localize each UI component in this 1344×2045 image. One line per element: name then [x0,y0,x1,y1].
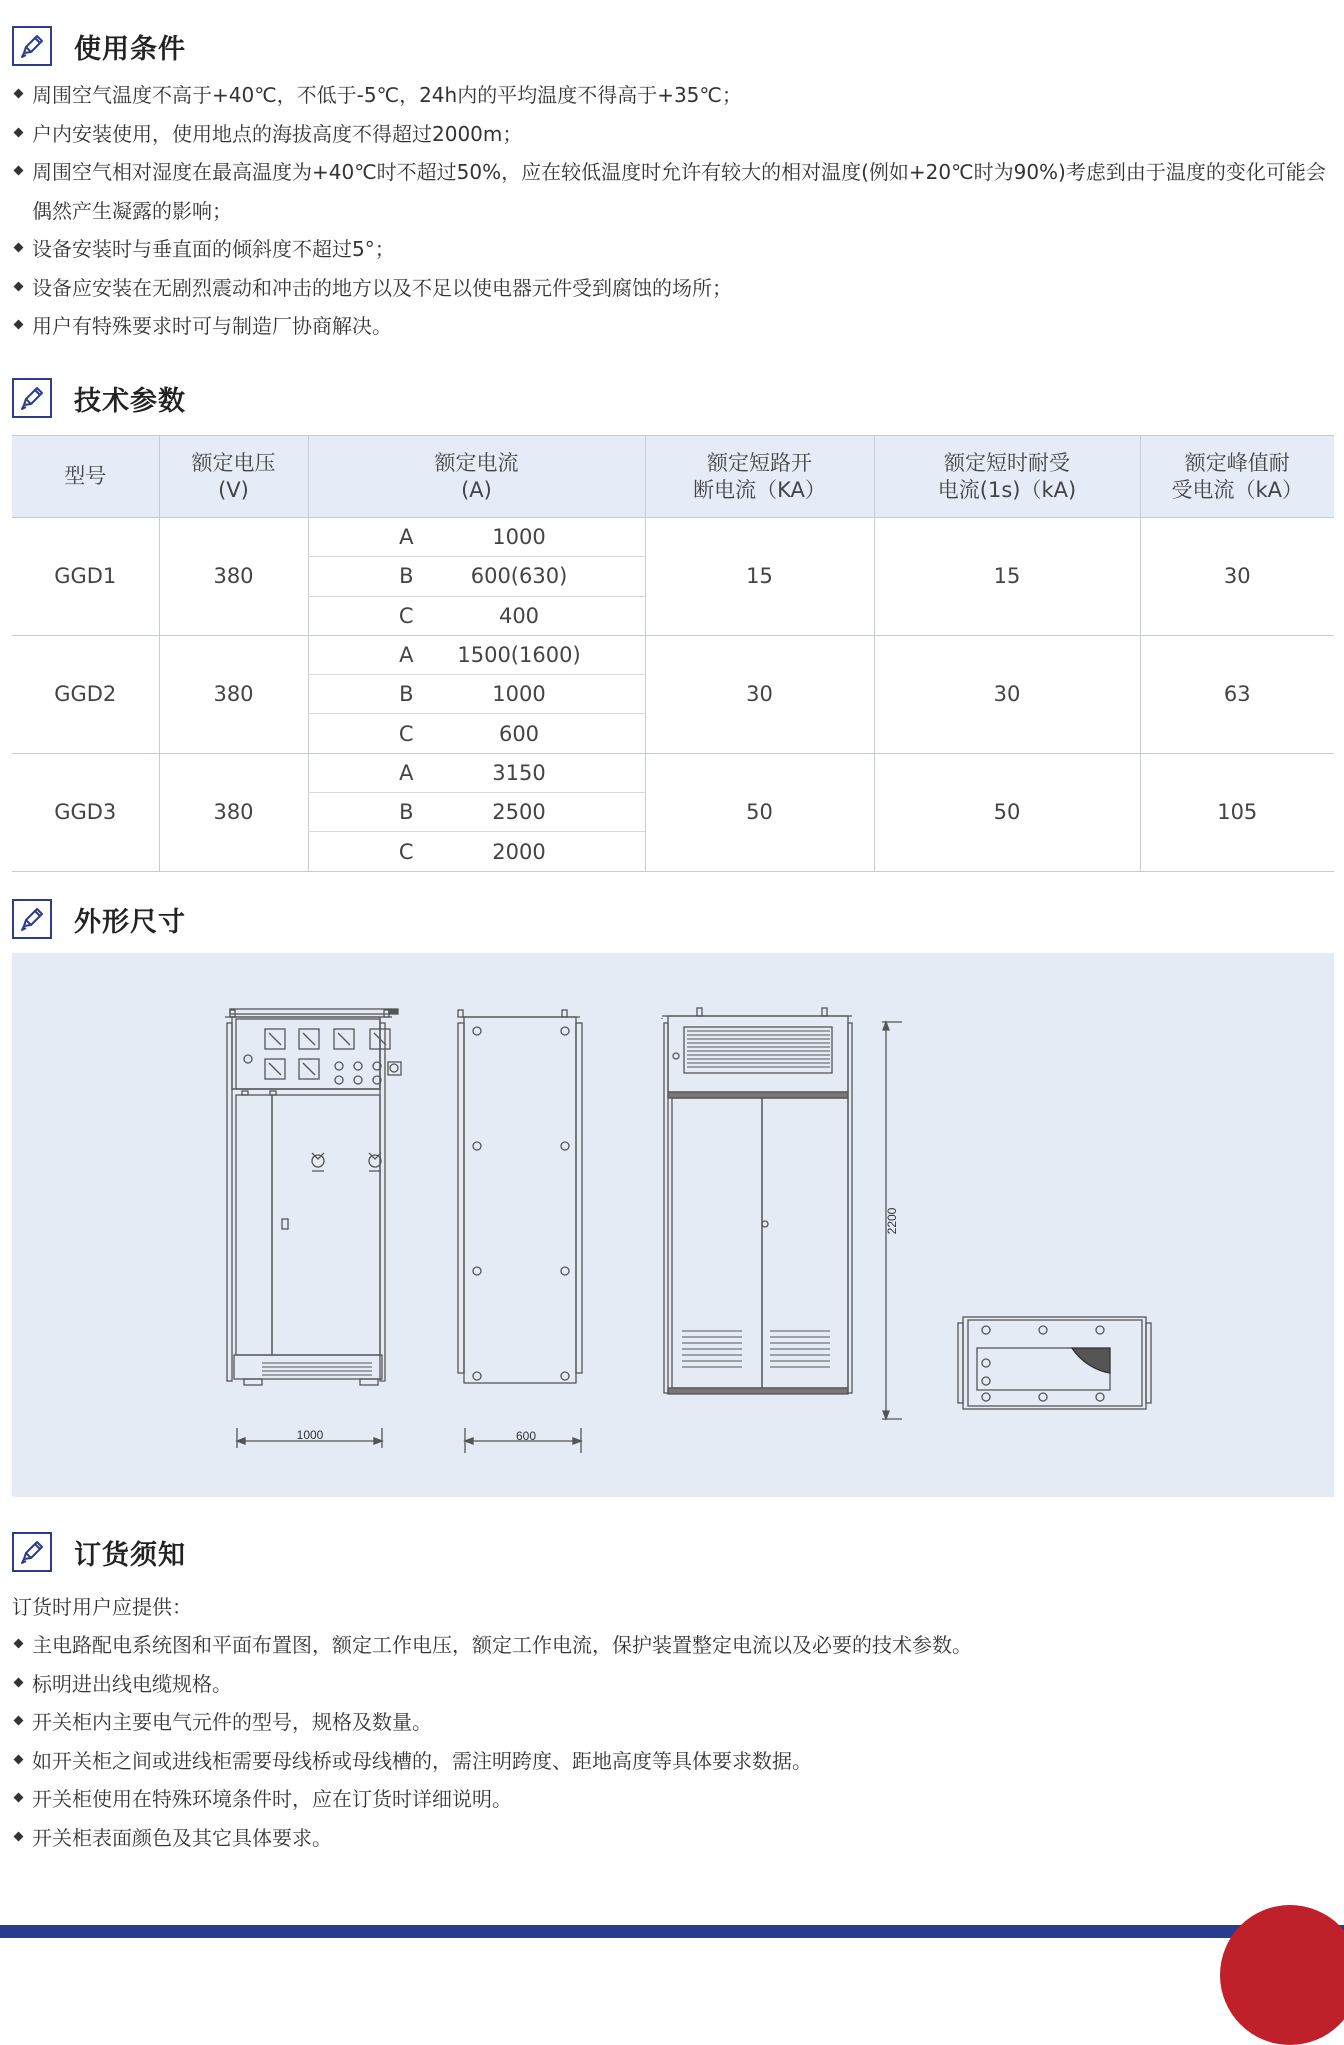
section-header-params [12,376,186,420]
cell-model: GGD1 [12,518,159,636]
front-view [225,1009,401,1448]
cell-model: GGD3 [12,753,159,871]
list-item: 开关柜使用在特殊环境条件时，应在订货时详细说明。 [12,1780,1337,1819]
list-item: 标明进出线电缆规格。 [12,1665,1337,1704]
cell-current: B 1000 [308,675,645,714]
table-row [12,635,1334,674]
col-header-breaking: 额定短路开 断电流（KA） [645,436,874,518]
section-title: 外形尺寸 [74,906,186,938]
cell-peak: 30 [1140,518,1334,636]
cell-current: C 600 [308,714,645,753]
list-item: 周围空气温度不高于+40℃，不低于-5℃，24h内的平均温度不得高于+35℃； [12,76,1337,115]
table-row [12,753,1334,792]
cell-model: GGD2 [12,635,159,753]
list-item: 开关柜内主要电气元件的型号，规格及数量。 [12,1703,1337,1742]
list-item: 设备安装时与垂直面的倾斜度不超过5°； [12,230,1337,269]
list-item: 周围空气相对湿度在最高温度为+40℃时不超过50%，应在较低温度时允许有较大的相对温度(例如+20℃时为90%)考虑到由于温度的变化可能会偶然产生凝露的影响； [12,153,1337,230]
side-view [458,1010,582,1453]
footer-bar [0,1925,1344,1938]
list-item: 户内安装使用，使用地点的海拔高度不得超过2000m； [12,115,1337,154]
footer-decoration [1220,1905,1344,2045]
cabinet-drawings [12,953,1334,1497]
cell-voltage: 380 [159,635,308,753]
rear-view [662,1008,902,1419]
col-header-voltage: 额定电压 (V) [159,436,308,518]
dimension-drawing-panel [12,953,1334,1497]
list-item: 开关柜表面颜色及其它具体要求。 [12,1819,1337,1858]
plan-view [958,1317,1151,1409]
cell-current: A 1000 [308,518,645,557]
col-header-current: 额定电流 (A) [308,436,645,518]
cell-current: B 2500 [308,793,645,832]
depth-dimension-label: 600 [515,1429,537,1443]
col-header-model: 型号 [12,436,159,518]
cell-peak: 63 [1140,635,1334,753]
ordering-intro: 订货时用户应提供： [12,1595,192,1619]
cell-short-time: 30 [874,635,1140,753]
list-item: 用户有特殊要求时可与制造厂协商解决。 [12,307,1337,346]
cell-short-time: 15 [874,518,1140,636]
col-header-short-time: 额定短时耐受 电流(1s)（kA) [874,436,1140,518]
ordering-list [12,1626,1337,1857]
cell-breaking: 30 [645,635,874,753]
cell-breaking: 15 [645,518,874,636]
section-header-ordering [12,1530,186,1574]
section-header-dimensions [12,897,186,941]
spec-table [12,435,1334,872]
cell-current: C 400 [308,596,645,635]
section-title: 使用条件 [74,33,186,65]
conditions-list [12,76,1337,346]
width-dimension-label: 1000 [296,1428,324,1442]
cell-current: C 2000 [308,832,645,871]
pencil-icon [12,1532,52,1572]
pencil-icon [12,899,52,939]
list-item: 设备应安装在无剧烈震动和冲击的地方以及不足以使电器元件受到腐蚀的场所； [12,269,1337,308]
cell-current: A 1500(1600) [308,635,645,674]
table-header-row [12,436,1334,518]
section-title: 技术参数 [74,385,186,417]
cell-voltage: 380 [159,518,308,636]
cell-peak: 105 [1140,753,1334,871]
table-row [12,518,1334,557]
height-dimension-label: 2200 [885,1207,899,1235]
section-header-conditions [12,24,186,68]
pencil-icon [12,26,52,66]
cell-breaking: 50 [645,753,874,871]
cell-current: B 600(630) [308,557,645,596]
cell-current: A 3150 [308,753,645,792]
list-item: 如开关柜之间或进线柜需要母线桥或母线槽的，需注明跨度、距地高度等具体要求数据。 [12,1742,1337,1781]
list-item: 主电路配电系统图和平面布置图，额定工作电压，额定工作电流，保护装置整定电流以及必要的技术参数。 [12,1626,1337,1665]
cell-short-time: 50 [874,753,1140,871]
pencil-icon [12,378,52,418]
cell-voltage: 380 [159,753,308,871]
section-title: 订货须知 [74,1539,186,1571]
col-header-peak: 额定峰值耐 受电流（kA） [1140,436,1334,518]
